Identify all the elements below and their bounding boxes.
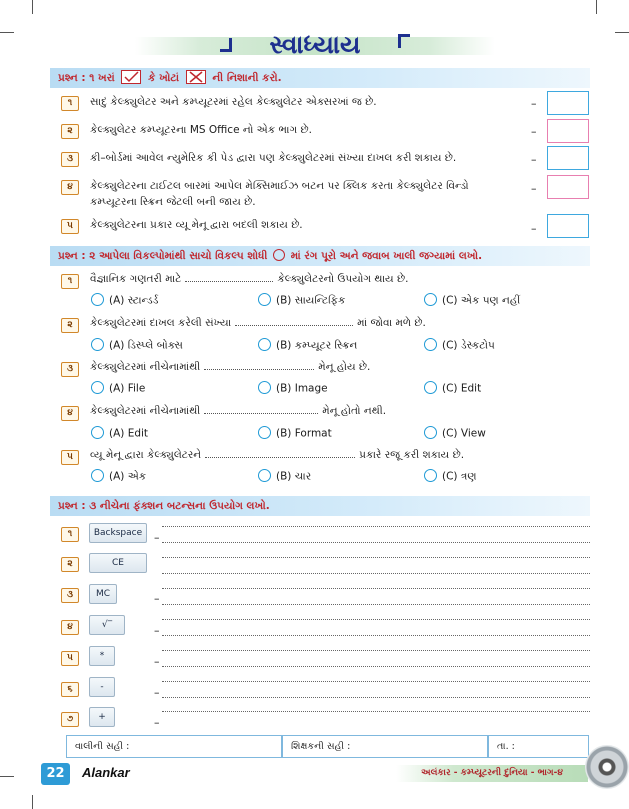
section1-heading-post: ની નિશાની કરો. <box>212 72 282 84</box>
option-c[interactable] <box>424 382 481 395</box>
option-c[interactable] <box>424 427 486 440</box>
answer-box[interactable] <box>547 146 589 170</box>
crop-mark <box>32 795 33 809</box>
question-number: ૧ <box>61 527 79 542</box>
mcq-question <box>90 361 370 374</box>
question-number: ૪ <box>61 620 79 635</box>
radio-icon[interactable] <box>91 338 104 351</box>
answer-line[interactable] <box>162 697 590 698</box>
fill-in-blank[interactable] <box>204 361 314 370</box>
answer-line[interactable] <box>162 526 590 527</box>
answer-box[interactable] <box>547 119 589 143</box>
page-number: 22 <box>41 763 70 785</box>
answer-box[interactable] <box>547 91 589 115</box>
option-label: (C) એક પણ નહીં <box>442 294 521 307</box>
radio-icon[interactable] <box>424 338 437 351</box>
bracket-right-decoration <box>398 34 410 48</box>
answer-dash: – <box>154 531 160 544</box>
section2-heading-post: માં રંગ પૂરો અને જવાબ ખાલી જગ્યામાં લખો. <box>290 250 483 262</box>
question-number: ૬ <box>61 682 79 697</box>
radio-icon[interactable] <box>258 426 271 439</box>
question-number: ૫ <box>61 219 79 234</box>
mcq-question-post: પ્રકારે રજૂ કરી શકાય છે. <box>359 449 465 461</box>
radio-icon[interactable] <box>258 381 271 394</box>
option-b[interactable] <box>258 427 332 440</box>
section1-heading <box>50 68 590 88</box>
question-number: ૩ <box>61 362 79 377</box>
radio-icon[interactable] <box>91 469 104 482</box>
radio-icon[interactable] <box>91 426 104 439</box>
option-label: (A) સ્ટાન્ડર્ડ <box>109 294 159 307</box>
option-label: (A) Edit <box>109 427 149 440</box>
crop-mark <box>32 0 33 14</box>
fill-in-blank[interactable] <box>204 405 318 414</box>
question-number: ૨ <box>61 124 79 139</box>
multiply-key-button: * <box>89 646 115 666</box>
section1-heading-mid: કે ખોટાં <box>148 72 180 84</box>
date-field[interactable]: તા. : <box>488 735 589 758</box>
option-b[interactable] <box>258 382 328 395</box>
brand-logo: Alankar <box>82 765 130 780</box>
option-a[interactable] <box>91 294 158 308</box>
statement-text: કેલ્ક્યુલેટરના પ્રકાર વ્યૂ મેનૂ દ્વારા બદલી શકાય છે. <box>90 219 303 231</box>
answer-dash: – <box>531 182 537 195</box>
parent-signature-field[interactable]: વાલીની સહી : <box>66 735 282 758</box>
answer-line[interactable] <box>162 666 590 667</box>
answer-dash: – <box>154 716 160 729</box>
statement-text: સાદું કેલ્ક્યુલેટર અને કમ્પ્યૂટરમાં રહેલ કેલ્ક્યુલેટર એક્સરખાં જ છે. <box>90 96 377 108</box>
question-number: ૭ <box>61 712 79 727</box>
option-label: (A) File <box>109 382 146 395</box>
question-number: ૩ <box>61 152 79 167</box>
radio-icon[interactable] <box>424 426 437 439</box>
answer-line[interactable] <box>162 557 590 558</box>
section1-heading-pre: પ્રશ્ન : ૧ ખરાં <box>58 72 115 84</box>
question-number: ૪ <box>61 180 79 195</box>
answer-line[interactable] <box>162 650 590 651</box>
mcq-question <box>90 317 426 330</box>
series-title: અલંકાર - કમ્પ્યૂટરની દુનિયા - ભાગ-૪ <box>396 765 588 782</box>
option-b[interactable] <box>258 294 345 308</box>
option-label: (C) ડેસ્કટોપ <box>442 339 495 352</box>
question-number: ૫ <box>61 450 79 465</box>
answer-line[interactable] <box>162 635 590 636</box>
answer-line[interactable] <box>162 604 590 605</box>
option-label: (B) સાયન્ટિફિક <box>276 294 346 307</box>
answer-line[interactable] <box>162 542 590 543</box>
option-label: (B) Format <box>276 427 332 440</box>
answer-line[interactable] <box>162 681 590 682</box>
mcq-question-pre: વ્યૂ મેનૂ દ્વારા કેલ્ક્યુલેટરને <box>90 449 202 461</box>
answer-line[interactable] <box>162 588 590 589</box>
option-c[interactable] <box>424 470 476 484</box>
option-a[interactable] <box>91 339 183 353</box>
answer-box[interactable] <box>547 175 589 199</box>
answer-dash: – <box>531 125 537 138</box>
section3-heading: પ્રશ્ન : ૩ નીચેના ફંક્શન બટન્સના ઉપયોગ લખો. <box>50 496 590 516</box>
fill-in-blank[interactable] <box>205 449 355 458</box>
radio-icon[interactable] <box>258 338 271 351</box>
answer-line[interactable] <box>162 619 590 620</box>
page-title-block <box>135 30 495 64</box>
mcq-question-pre: કેલ્ક્યુલેટરમાં નીચેનામાંથી <box>90 405 201 417</box>
circle-icon <box>273 249 285 261</box>
question-number: ૩ <box>61 588 79 603</box>
option-label: (C) Edit <box>442 382 482 395</box>
option-a[interactable] <box>91 427 148 440</box>
answer-line[interactable] <box>162 711 590 712</box>
mcq-question <box>90 449 464 462</box>
mcq-question-pre: કેલ્ક્યુલેટરમાં નીચેનામાંથી <box>90 361 201 373</box>
mcq-question-post: મેનૂ હોય છે. <box>318 361 371 373</box>
option-label: (B) Image <box>276 382 328 395</box>
statement-text: કેલ્ક્યુલેટર કમ્પ્યૂટરના MS Office નો એક ભાગ છે. <box>90 124 312 136</box>
mcq-question-post: મેનૂ હોતો નથી. <box>322 405 387 417</box>
answer-dash: – <box>154 686 160 699</box>
radio-icon[interactable] <box>258 293 271 306</box>
radio-icon[interactable] <box>91 381 104 394</box>
fill-in-blank[interactable] <box>185 273 273 282</box>
minus-key-button: - <box>89 677 115 697</box>
crop-mark <box>0 776 14 777</box>
statement-text: કેલ્ક્યુલેટરના ટાઈટલ બારમાં આપેલ મેક્સિમાઈઝ બટન પર ક્લિક કરતા કેલ્ક્યુલેટર વિન્ડો <box>90 180 469 192</box>
answer-line[interactable] <box>162 573 590 574</box>
radio-icon[interactable] <box>424 293 437 306</box>
question-number: ૫ <box>61 651 79 666</box>
ce-key-button: CE <box>89 553 147 573</box>
statement-text-continued: કમ્પ્યૂટરના સ્ક્રિન જેટલી બની જાય છે. <box>90 196 256 208</box>
crop-mark <box>596 0 597 14</box>
mcq-question <box>90 405 386 418</box>
radio-icon[interactable] <box>424 381 437 394</box>
question-number: ૧ <box>61 96 79 111</box>
question-number: ૪ <box>61 406 79 421</box>
crop-mark <box>615 32 629 33</box>
option-c[interactable] <box>424 339 495 353</box>
option-c[interactable] <box>424 294 520 308</box>
option-label: (C) View <box>442 427 486 440</box>
radio-icon[interactable] <box>424 469 437 482</box>
answer-dash: – <box>154 624 160 637</box>
tick-icon <box>121 70 141 84</box>
mcq-question-pre: વૈજ્ઞાનિક ગણતરી માટે <box>90 273 182 285</box>
question-number: ૨ <box>61 318 79 333</box>
plus-key-button: + <box>89 707 115 727</box>
teacher-signature-field[interactable]: શિક્ષકની સહી : <box>282 735 488 758</box>
question-number: ૨ <box>61 557 79 572</box>
mcq-question-post: કેલ્ક્યુલેટરનો ઉપયોગ થાય છે. <box>277 273 409 285</box>
option-a[interactable] <box>91 382 145 395</box>
answer-dash: – <box>531 153 537 166</box>
answer-dash: – <box>154 655 160 668</box>
answer-dash: – <box>531 222 537 235</box>
backspace-key-button: Backspace <box>89 523 147 543</box>
fill-in-blank[interactable] <box>235 317 353 326</box>
section2-heading-pre: પ્રશ્ન : ૨ આપેલા વિકલ્પોમાંથી સાચો વિકલ્પ શોધી <box>58 250 268 262</box>
crop-mark <box>0 32 14 33</box>
cross-icon <box>186 70 206 84</box>
mcq-question-post: માં જોવા મળે છે. <box>357 317 426 329</box>
option-b[interactable] <box>258 470 311 484</box>
option-label: (B) ચાર <box>276 470 312 483</box>
option-label: (A) એક <box>109 470 147 483</box>
answer-box[interactable] <box>547 214 589 238</box>
mc-key-button: MC <box>89 584 117 604</box>
radio-icon[interactable] <box>91 293 104 306</box>
statement-text: કી–બોર્ડમાં આવેલ ન્યુમેરિક કી પેડ દ્વારા પણ કેલ્ક્યુલેટરમાં સંખ્યા દાખલ કરી શકાય છે. <box>90 152 457 164</box>
cd-disc-icon <box>585 745 629 789</box>
option-label: (B) કમ્પ્યૂટર સ્ક્રિન <box>276 339 358 352</box>
option-label: (A) ડિસ્પ્લે બોક્સ <box>109 339 183 352</box>
answer-dash: – <box>531 97 537 110</box>
radio-icon[interactable] <box>258 469 271 482</box>
mcq-question-pre: કેલ્ક્યુલેટરમાં દાખલ કરેલી સંખ્યા <box>90 317 232 329</box>
mcq-question <box>90 273 408 286</box>
option-b[interactable] <box>258 339 357 353</box>
square-root-key-button: √‾ <box>89 615 125 635</box>
option-label: (C) ત્રણ <box>442 470 477 483</box>
page-title: સ્વાધ્યાય <box>269 30 361 59</box>
section2-heading <box>50 246 590 266</box>
question-number: ૧ <box>61 274 79 289</box>
option-a[interactable] <box>91 470 146 484</box>
answer-dash: – <box>154 592 160 605</box>
